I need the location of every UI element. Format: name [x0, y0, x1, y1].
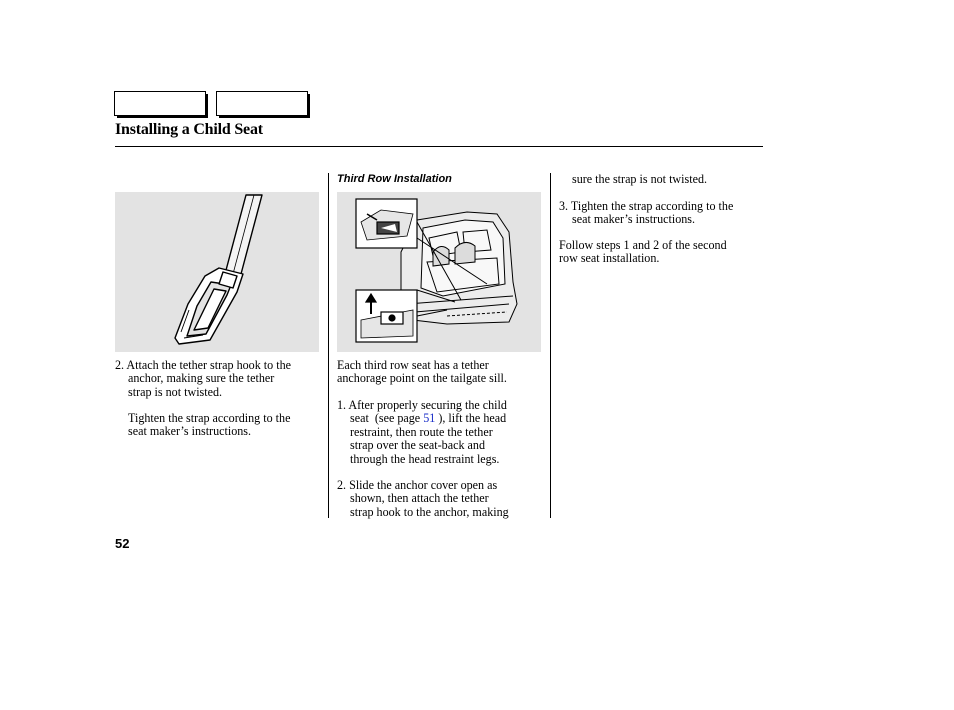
right-step-3 — [559, 200, 769, 227]
middle-step1-line4: strap over the seat-back and — [350, 438, 485, 453]
middle-step2-line3: strap hook to the anchor, making — [350, 504, 509, 519]
middle-step-1 — [337, 399, 547, 466]
left-step2-line1: 2. Attach the tether strap hook to the — [115, 358, 291, 372]
left-step-2 — [115, 359, 338, 399]
column-divider-right — [550, 173, 551, 518]
middle-step1-line1: 1. After properly securing the child — [337, 398, 507, 412]
step1-see-page-text: seat (see page — [350, 411, 424, 426]
page-reference-link[interactable]: 51 — [423, 411, 436, 426]
middle-intro-line1: Each third row seat has a tether — [337, 358, 489, 372]
tailgate-anchor-illustration — [337, 192, 541, 352]
right-step3-line2: seat maker’s instructions. — [572, 212, 696, 227]
tether-hook-illustration — [115, 192, 319, 352]
right-cont-line1: sure the strap is not twisted. — [572, 172, 708, 186]
left-tighten-paragraph — [115, 412, 338, 439]
page-number: 52 — [115, 536, 130, 551]
left-step2-line3: strap is not twisted. — [128, 384, 223, 399]
middle-step2-line1: 2. Slide the anchor cover open as — [337, 478, 498, 492]
page-title: Installing a Child Seat — [115, 121, 263, 138]
middle-step1-line2 — [337, 412, 547, 425]
right-step3-line1: 3. Tighten the strap according to the — [559, 199, 734, 213]
left-tighten-line2: seat maker’s instructions. — [128, 424, 252, 439]
middle-intro-paragraph — [337, 359, 547, 386]
middle-step1-line5: through the head restraint legs. — [350, 451, 500, 466]
middle-step-2 — [337, 479, 547, 519]
header-tab-box-right — [216, 91, 308, 116]
left-tighten-line1: Tighten the strap according to the — [128, 411, 291, 425]
right-follow-line1: Follow steps 1 and 2 of the second — [559, 238, 727, 252]
column-divider-left — [328, 173, 329, 518]
middle-step1-line3: restraint, then route the tether — [350, 424, 493, 439]
title-divider — [115, 146, 763, 147]
middle-intro-line2: anchorage point on the tailgate sill. — [337, 371, 507, 386]
left-step2-line2: anchor, making sure the tether — [128, 371, 275, 386]
section-heading-third-row: Third Row Installation — [337, 173, 452, 185]
middle-step2-line2: shown, then attach the tether — [350, 491, 489, 506]
right-follow-paragraph — [559, 239, 769, 266]
step1-lift-text: ), lift the head — [435, 411, 507, 426]
right-continuation — [559, 173, 782, 186]
right-follow-line2: row seat installation. — [559, 251, 660, 266]
header-tab-box-left — [114, 91, 206, 116]
